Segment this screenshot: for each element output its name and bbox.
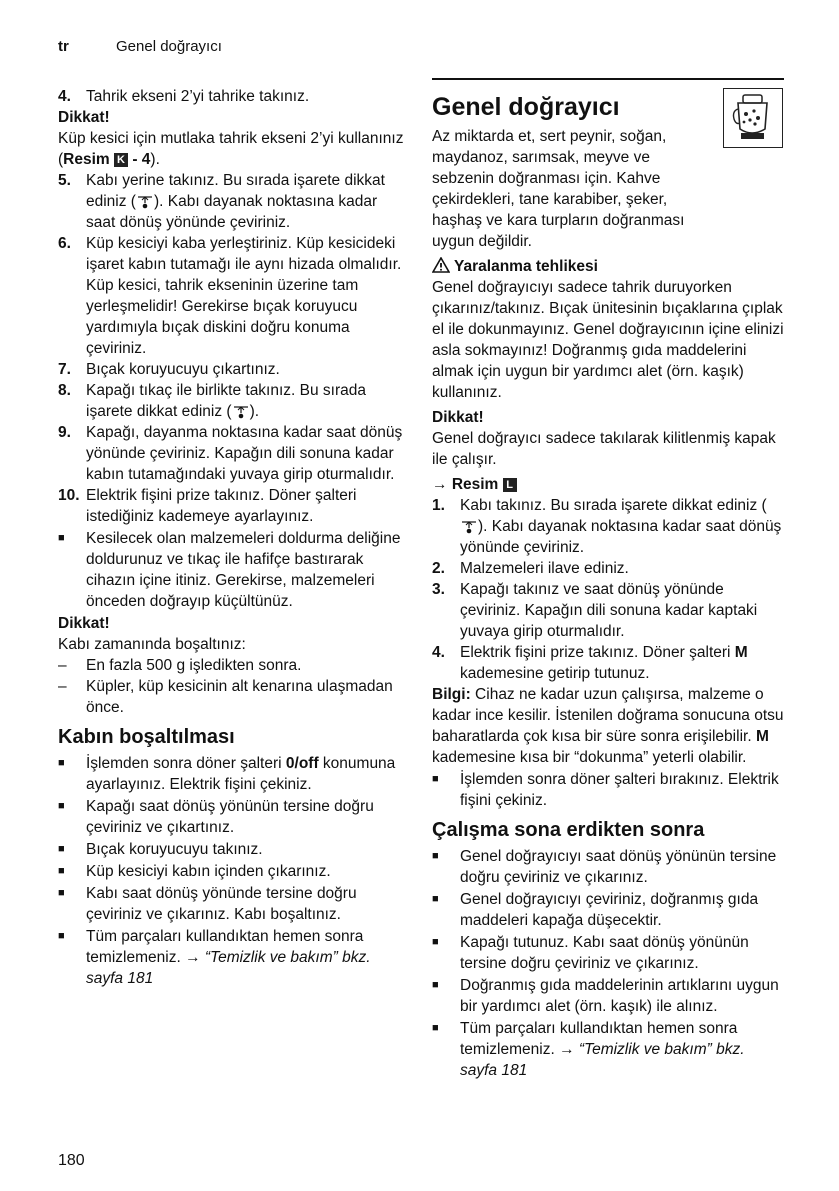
list-item-text: Küp kesiciyi kabın içinden çıkarınız. <box>86 863 331 880</box>
step-6 <box>58 233 408 359</box>
list-item-text: İşlemden sonra döner şalteri bırakınız. Elektrik fişini çekiniz. <box>460 771 779 809</box>
language-code: tr <box>58 38 69 55</box>
figure-ref: Resim <box>63 151 110 168</box>
step-text: Malzemeleri ilave ediniz. <box>460 560 629 577</box>
list-item-text: Bıçak koruyucuyu takınız. <box>86 841 263 858</box>
list-item-text: Kapağı saat dönüş yönünün tersine doğru çeviriniz ve çıkartınız. <box>86 798 374 836</box>
step-text: Bıçak koruyucuyu çıkartınız. <box>86 361 280 378</box>
step-10 <box>58 485 408 527</box>
warning-text: Genel doğrayıcıyı sadece tahrik duruyorken çıkarınız/takınız. Bıçak ünitesinin bıçaklarına çıplak el ile dokunmayınız. Genel doğrayıcının içine elinizi asla sokmayınız! Doğranmış gıda maddelerini almak için uygun bir yardımcı alet (örn. kaşık) kullanınız. <box>432 279 784 401</box>
step-number: 5. <box>58 172 71 189</box>
step-text <box>86 170 408 233</box>
cross-reference-link[interactable]: “Temizlik ve bakım” bkz. sayfa 181 <box>86 949 371 987</box>
list-item-text <box>460 1018 784 1081</box>
list-item <box>432 1018 784 1081</box>
list-item-text: Doğranmış gıda maddelerinin artıklarını uygun bir yardımcı alet (örn. kaşık) ile alınız. <box>460 977 779 1015</box>
switch-position: 0/off <box>285 755 319 772</box>
list-item-text-pre: Tüm parçaları kullandıktan hemen sonra temizlemeniz. <box>460 1020 738 1058</box>
list-item <box>432 769 784 811</box>
switch-position: M <box>734 644 748 661</box>
list-item-text <box>86 753 408 795</box>
caution-text: Kabı zamanında boşaltınız: <box>58 636 246 653</box>
step-text-post: ). Kabı dayanak noktasına kadar saat dönüş yönünde çeviriniz. <box>460 518 782 556</box>
list-item-text-post: konumuna ayarlayınız. Elektrik fişini çekiniz. <box>86 755 396 793</box>
warning-heading <box>432 256 784 277</box>
list-item <box>432 889 784 931</box>
step-7 <box>58 359 408 380</box>
cross-reference-link[interactable]: “Temizlik ve bakım” bkz. sayfa 181 <box>460 1041 745 1079</box>
dash-item <box>58 676 408 718</box>
step-number: 2. <box>432 560 445 577</box>
warning-title: Yaralanma tehlikesi <box>454 258 598 275</box>
bullet-icon: ■ <box>58 800 65 812</box>
list-item <box>58 839 408 860</box>
step-8 <box>58 380 408 422</box>
figure-ref-line <box>432 474 784 495</box>
step-text-post: ). <box>249 403 260 420</box>
intro-text <box>432 126 714 252</box>
step-text: Kapağı, dayanma noktasına kadar saat dönüş yönünde çeviriniz. Kapağın dili sonuna kadar kabın tutamağındaki yuvaya girip oturmalıdır. <box>86 424 403 483</box>
arrow-icon: → <box>559 1041 575 1058</box>
step-number: 8. <box>58 382 71 399</box>
step-text: Tahrik ekseni 2’yi tahrike takınız. <box>86 88 310 105</box>
step-text <box>460 495 784 558</box>
section-title: Kabın boşaltılması <box>58 726 235 748</box>
step-text: Küp kesiciyi kaba yerleştiriniz. Küp kesicideki işaret kabın tutamağı ile aynı hizada olmalıdır. Küp kesici, tahrik ekseninin üzerine tam yerleşmelidir! Gerekirse bıçak koruyucu yardımıyla bıçak diskini doğru konuma çeviriniz. <box>86 235 402 357</box>
list-item-text: Genel doğrayıcıyı çeviriniz, doğranmış gıda maddeleri kapağa düşecektir. <box>460 891 759 929</box>
figure-ref: Resim <box>451 476 499 493</box>
lock-mark-icon <box>232 404 250 419</box>
list-item-text-pre: Tüm parçaları kullandıktan hemen sonra temizlemeniz. <box>86 928 364 966</box>
step-text-pre: Kabı takınız. Bu sırada işarete dikkat ediniz ( <box>460 497 767 514</box>
step-number: 4. <box>432 644 445 661</box>
caution-text: Genel doğrayıcı sadece takılarak kilitlenmiş kapak ile çalışır. <box>432 430 776 468</box>
bullet-icon: ■ <box>58 865 65 877</box>
bullet-icon: ■ <box>58 757 65 769</box>
list-item <box>432 932 784 974</box>
caution-heading: Dikkat! <box>58 109 110 126</box>
bullet-icon: ■ <box>432 773 439 785</box>
list-item-text-pre: İşlemden sonra döner şalteri <box>86 755 286 772</box>
header-title: Genel doğrayıcı <box>116 38 222 55</box>
caution-heading: Dikkat! <box>432 409 484 426</box>
figure-letter-badge: K <box>114 153 128 167</box>
arrow-icon: → <box>432 476 448 493</box>
dash-icon: – <box>58 657 67 674</box>
section-rule <box>432 78 784 80</box>
step-number: 6. <box>58 235 71 252</box>
step-4 <box>58 86 408 107</box>
step-text <box>86 380 408 422</box>
step-5 <box>58 170 408 233</box>
step-9 <box>58 422 408 485</box>
bullet-icon: ■ <box>58 532 65 544</box>
step-text-pre: Kapağı tıkaç ile birlikte takınız. Bu sırada işarete dikkat ediniz ( <box>86 382 366 420</box>
step-text-pre: Elektrik fişini prize takınız. Döner şalteri <box>460 644 735 661</box>
arrow-icon: → <box>185 949 201 966</box>
step-text-post: ). Kabı dayanak noktasına kadar saat dönüş yönünde çeviriniz. <box>86 193 378 231</box>
lock-mark-icon <box>460 519 478 534</box>
caution-text-pre: Küp kesici için mutlaka tahrik ekseni 2’yi kullanınız ( <box>58 130 404 168</box>
list-item-text: Kapağı tutunuz. Kabı saat dönüş yönünün tersine doğru çeviriniz ve çıkarınız. <box>460 934 749 972</box>
switch-position: M <box>755 728 769 745</box>
page-number: 180 <box>58 1152 85 1169</box>
page-header <box>58 38 222 55</box>
list-item <box>58 528 408 612</box>
intro-paragraph: Az miktarda et, sert peynir, soğan, maydanoz, sarımsak, meyve ve sebzenin doğranması için. Kahve çekirdekleri, tane karabiber, şeker, haşhaş ve kara turpların doğranması uygun değildir. <box>432 128 685 250</box>
info-label: Bilgi: <box>432 686 471 703</box>
list-item <box>58 753 408 795</box>
bullet-icon: ■ <box>432 979 439 991</box>
info-note <box>432 684 784 768</box>
step-number: 10. <box>58 487 80 504</box>
list-item-text: Kesilecek olan malzemeleri doldurma deliğine doldurunuz ve tıkaç ile hafifçe bastırarak cihazın içine itiniz. Gerekirse, malzemeleri önceden doğrayıp küçültünüz. <box>86 530 401 610</box>
dash-icon: – <box>58 678 67 695</box>
step-text: Elektrik fişini prize takınız. Döner şalteri istediğiniz kademeye ayarlayınız. <box>86 487 357 525</box>
list-item <box>58 861 408 882</box>
caution-heading: Dikkat! <box>58 615 110 632</box>
step-text <box>460 642 784 684</box>
bullet-icon: ■ <box>432 1022 439 1034</box>
dash-item-text: En fazla 500 g işledikten sonra. <box>86 657 302 674</box>
figure-step: - 4 <box>128 151 151 168</box>
list-item <box>58 796 408 838</box>
step-number: 3. <box>432 581 445 598</box>
bullet-icon: ■ <box>432 936 439 948</box>
step-number: 9. <box>58 424 71 441</box>
right-column <box>432 86 784 1082</box>
caution-text-end: ). <box>150 151 160 168</box>
list-item <box>432 846 784 888</box>
list-item-text: Kabı saat dönüş yönünde tersine doğru çeviriniz ve çıkarınız. Kabı boşaltınız. <box>86 885 357 923</box>
step-4 <box>432 642 784 684</box>
bullet-icon: ■ <box>432 893 439 905</box>
list-item <box>432 975 784 1017</box>
bullet-icon: ■ <box>432 850 439 862</box>
bullet-icon: ■ <box>58 843 65 855</box>
lock-mark-icon <box>136 194 154 209</box>
step-text-post: kademesine getirip tutunuz. <box>460 665 650 682</box>
figure-letter-badge: L <box>503 478 517 492</box>
step-number: 4. <box>58 88 71 105</box>
list-item-text: Genel doğrayıcıyı saat dönüş yönünün tersine doğru çeviriniz ve çıkarınız. <box>460 848 777 886</box>
caution-text <box>58 128 408 170</box>
info-text: Cihaz ne kadar uzun çalışırsa, malzeme o kadar ince kesilir. İstenilen doğrama sonucuna otsu baharatlarda çok kısa bir süre sonra erişilebilir. <box>432 686 784 745</box>
bullet-icon: ■ <box>58 887 65 899</box>
step-text-pre: Kabı yerine takınız. Bu sırada işarete dikkat ediniz ( <box>86 172 385 210</box>
step-2 <box>432 558 784 579</box>
page-title: Genel doğrayıcı <box>432 93 620 121</box>
warning-triangle-icon <box>432 257 450 273</box>
dash-item-text: Küpler, küp kesicinin alt kenarına ulaşmadan önce. <box>86 678 393 716</box>
step-3 <box>432 579 784 642</box>
section-title: Çalışma sona erdikten sonra <box>432 819 705 841</box>
list-item-text <box>86 926 408 989</box>
step-text: Kapağı takınız ve saat dönüş yönünde çeviriniz. Kapağın dili sonuna kadar kaptaki yuvaya girip oturmalıdır. <box>460 581 758 640</box>
bullet-icon: ■ <box>58 930 65 942</box>
list-item <box>58 883 408 925</box>
list-item <box>58 926 408 989</box>
info-text-end: kademesine kısa bir “dokunma” yeterli olabilir. <box>432 749 747 766</box>
step-1 <box>432 495 784 558</box>
step-number: 1. <box>432 497 445 514</box>
left-column <box>58 86 408 990</box>
step-number: 7. <box>58 361 71 378</box>
dash-item <box>58 655 408 676</box>
